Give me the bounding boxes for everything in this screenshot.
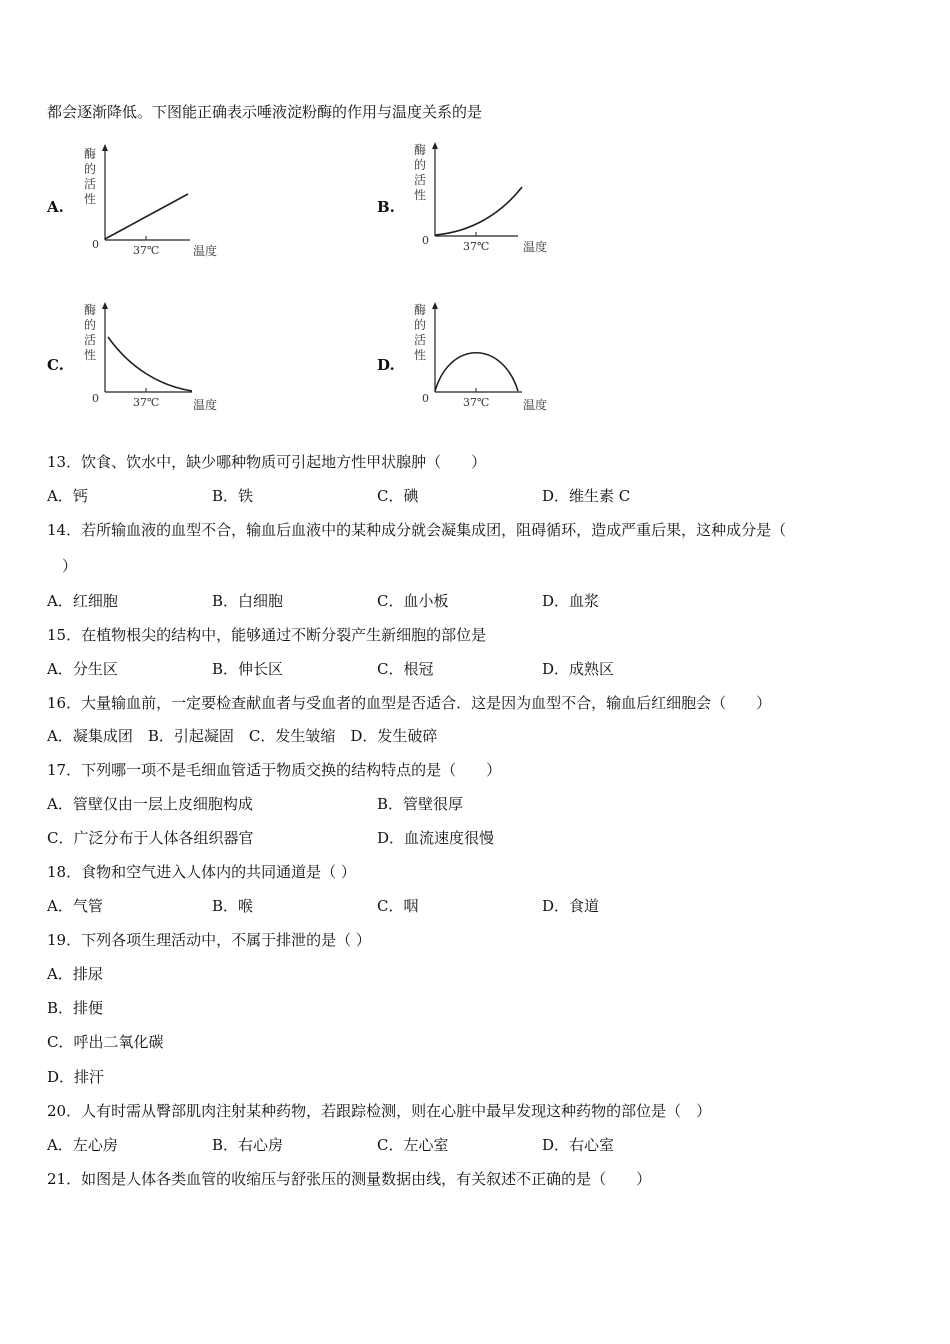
intro-text: 都会逐渐降低。下图能正确表示唾液淀粉酶的作用与温度关系的是 (47, 103, 483, 121)
tick-label: 37℃ (133, 396, 160, 409)
q15-option-a[interactable]: A．分生区 (47, 660, 118, 678)
tick-label: 37℃ (133, 244, 160, 257)
question-18: 18．食物和空气进入人体内的共同通道是（ ） (47, 863, 356, 881)
origin-label: 0 (422, 234, 429, 247)
question-21: 21．如图是人体各类血管的收缩压与舒张压的测量数据由线，有关叙述不正确的是（ ） (47, 1170, 652, 1188)
y-char: 性 (84, 348, 97, 362)
question-17: 17．下列哪一项不是毛细血管适于物质交换的结构特点的是（ ） (47, 761, 502, 779)
graph-c-label: C. (47, 356, 64, 374)
q18-option-b[interactable]: B．喉 (212, 897, 254, 915)
curve-linear (105, 194, 188, 239)
question-19: 19．下列各项生理活动中，不属于排泄的是（ ） (47, 931, 371, 949)
x-axis-label: 温度 (523, 240, 548, 254)
q15-option-b[interactable]: B．伸长区 (212, 660, 284, 678)
graph-a (80, 142, 240, 266)
origin-label: 0 (92, 392, 99, 405)
tick-label: 37℃ (463, 240, 490, 253)
graph-d (410, 300, 570, 424)
y-char: 的 (414, 318, 427, 332)
question-15: 15．在植物根尖的结构中，能够通过不断分裂产生新细胞的部位是 (47, 626, 487, 644)
graph-d-label: D. (377, 356, 395, 374)
q18-option-c[interactable]: C．咽 (377, 897, 419, 915)
y-char: 活 (414, 173, 427, 187)
q17-option-d[interactable]: D．血流速度很慢 (377, 829, 495, 847)
q18-option-d[interactable]: D．食道 (542, 897, 600, 915)
q13-option-c[interactable]: C．碘 (377, 487, 419, 505)
q18-option-a[interactable]: A．气管 (47, 897, 103, 915)
curve-increasing (435, 187, 522, 235)
tick-label: 37℃ (463, 396, 490, 409)
y-char: 活 (84, 333, 97, 347)
y-char: 的 (414, 158, 427, 172)
y-char: 酶 (414, 143, 427, 157)
q16-options[interactable]: A．凝集成团 B．引起凝固 C．发生皱缩 D．发生破碎 (47, 727, 438, 745)
q20-option-c[interactable]: C．左心室 (377, 1136, 449, 1154)
q13-option-a[interactable]: A．钙 (47, 487, 88, 505)
graph-b (410, 140, 570, 264)
q20-option-a[interactable]: A．左心房 (47, 1136, 118, 1154)
x-axis-label: 温度 (193, 398, 218, 412)
question-13: 13．饮食、饮水中，缺少哪种物质可引起地方性甲状腺肿（ ） (47, 453, 487, 471)
q19-option-c[interactable]: C．呼出二氧化碳 (47, 1033, 164, 1051)
y-char: 酶 (414, 303, 427, 317)
curve-bell (435, 353, 518, 391)
y-char: 的 (84, 318, 97, 332)
q19-option-a[interactable]: A．排尿 (47, 965, 103, 983)
graph-a-label: A. (47, 198, 64, 216)
curve-decreasing (108, 337, 192, 391)
question-14: 14．若所输血液的血型不合，输血后血液中的某种成分就会凝集成团，阻碍循环，造成严重后果，这种成分是（ (47, 521, 787, 539)
y-char: 性 (414, 348, 427, 362)
y-char: 活 (414, 333, 427, 347)
origin-label: 0 (92, 238, 99, 251)
x-axis-label: 温度 (523, 398, 548, 412)
q17-option-a[interactable]: A．管壁仅由一层上皮细胞构成 (47, 795, 253, 813)
y-char: 性 (414, 188, 427, 202)
q14-option-a[interactable]: A．红细胞 (47, 592, 118, 610)
y-char: 活 (84, 177, 97, 191)
q17-option-c[interactable]: C．广泛分布于人体各组织器官 (47, 829, 254, 847)
q17-option-b[interactable]: B．管壁很厚 (377, 795, 464, 813)
question-20: 20．人有时需从臀部肌肉注射某种药物，若跟踪检测，则在心脏中最早发现这种药物的部位是（ ） (47, 1102, 712, 1120)
question-16: 16．大量输血前，一定要检查献血者与受血者的血型是否适合．这是因为血型不合，输血后红细胞会（ ） (47, 694, 772, 712)
y-char: 酶 (84, 303, 97, 317)
q19-option-d[interactable]: D．排汗 (47, 1068, 105, 1086)
q19-option-b[interactable]: B．排便 (47, 999, 104, 1017)
q13-option-d[interactable]: D．维生素 C (542, 487, 631, 505)
graph-b-label: B. (377, 198, 395, 216)
graph-c (80, 300, 240, 424)
q14-option-c[interactable]: C．血小板 (377, 592, 449, 610)
y-char: 的 (84, 162, 97, 176)
q20-option-b[interactable]: B．右心房 (212, 1136, 284, 1154)
question-14-cont: ） (62, 557, 78, 575)
x-axis-label: 温度 (193, 244, 218, 258)
y-char: 酶 (84, 147, 97, 161)
origin-label: 0 (422, 392, 429, 405)
q20-option-d[interactable]: D．右心室 (542, 1136, 615, 1154)
q15-option-d[interactable]: D．成熟区 (542, 660, 615, 678)
q13-option-b[interactable]: B．铁 (212, 487, 254, 505)
q15-option-c[interactable]: C．根冠 (377, 660, 434, 678)
q14-option-b[interactable]: B．白细胞 (212, 592, 284, 610)
q14-option-d[interactable]: D．血浆 (542, 592, 600, 610)
y-char: 性 (84, 192, 97, 206)
